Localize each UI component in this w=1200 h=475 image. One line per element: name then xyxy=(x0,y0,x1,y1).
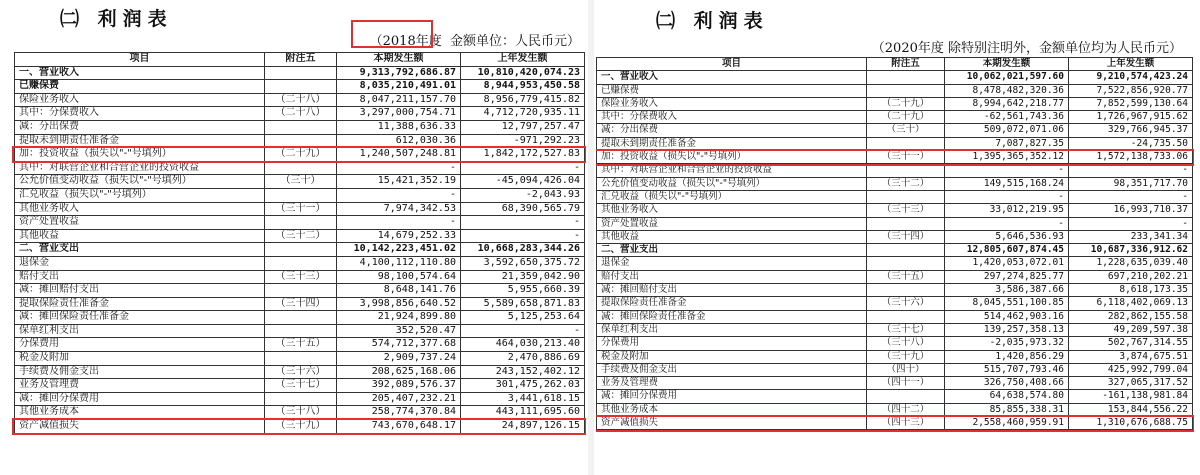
row-note: （三十） xyxy=(867,124,945,137)
row-previous-amount: 5,955,660.39 xyxy=(461,284,585,298)
row-current-amount: 14,679,252.33 xyxy=(337,229,461,243)
table-row xyxy=(15,175,585,189)
table-row xyxy=(15,379,585,393)
row-current-amount: 21,924,899.80 xyxy=(337,311,461,325)
row-current-amount: 4,100,112,110.80 xyxy=(337,256,461,270)
row-item-label: 保单红利支出 xyxy=(597,323,867,336)
row-current-amount: 12,805,607,874.45 xyxy=(945,244,1069,257)
row-note: （三十六） xyxy=(265,365,337,379)
table-row xyxy=(15,243,585,257)
table-row xyxy=(15,66,585,80)
header-current: 本期发生额 xyxy=(337,53,461,67)
row-previous-amount: 1,228,635,039.40 xyxy=(1069,257,1193,270)
row-item-label: 税金及附加 xyxy=(15,352,265,366)
row-note xyxy=(265,80,337,94)
row-item-label: 其中：分保费收入 xyxy=(15,107,265,121)
row-current-amount: - xyxy=(337,216,461,230)
row-previous-amount: 301,475,262.03 xyxy=(461,379,585,393)
row-note: （二十八） xyxy=(265,107,337,121)
row-previous-amount: 443,111,695.60 xyxy=(461,406,585,420)
table-header-row xyxy=(597,58,1193,71)
row-item-label: 资产处置收益 xyxy=(597,217,867,230)
row-current-amount: 392,089,576.37 xyxy=(337,379,461,393)
table-row xyxy=(15,392,585,406)
row-item-label: 提取保险责任准备金 xyxy=(597,297,867,310)
row-note xyxy=(867,190,945,203)
table-row xyxy=(597,244,1193,257)
table-row xyxy=(597,164,1193,177)
row-item-label: 其他收益 xyxy=(597,230,867,243)
row-note: （三十三） xyxy=(265,270,337,284)
row-item-label: 保单红利支出 xyxy=(15,324,265,338)
header-current: 本期发生额 xyxy=(945,58,1069,71)
row-item-label: 资产处置收益 xyxy=(15,216,265,230)
row-current-amount: 149,515,168.24 xyxy=(945,177,1069,190)
row-previous-amount: 3,441,618.15 xyxy=(461,392,585,406)
row-previous-amount: 98,351,717.70 xyxy=(1069,177,1193,190)
row-item-label: 其中：对联营企业和合营企业的投资收益 xyxy=(15,161,265,175)
row-item-label: 提取未到期责任准备金 xyxy=(15,134,265,148)
row-previous-amount: - xyxy=(461,161,585,175)
row-note: （二十八） xyxy=(265,93,337,107)
row-note xyxy=(867,284,945,297)
table-row xyxy=(15,107,585,121)
row-previous-amount: 8,956,779,415.82 xyxy=(461,93,585,107)
table-row xyxy=(597,177,1193,190)
row-current-amount: - xyxy=(945,217,1069,230)
row-current-amount: 8,648,141.76 xyxy=(337,284,461,298)
row-item-label: 汇兑收益（损失以"-"号填列） xyxy=(15,188,265,202)
table-row xyxy=(15,338,585,352)
row-item-label: 减：摊回分保费用 xyxy=(15,392,265,406)
row-current-amount: 297,274,825.77 xyxy=(945,270,1069,283)
row-current-amount: 2,909,737.24 xyxy=(337,352,461,366)
row-note: （二十九） xyxy=(867,111,945,124)
row-current-amount: 10,062,021,597.60 xyxy=(945,71,1069,84)
row-previous-amount: 7,522,856,920.77 xyxy=(1069,84,1193,97)
row-note xyxy=(867,164,945,177)
row-item-label: 减：摊回分保费用 xyxy=(597,390,867,403)
row-item-label: 公允价值变动收益（损失以"-"号填列） xyxy=(15,175,265,189)
row-previous-amount: 464,030,213.40 xyxy=(461,338,585,352)
income-statement-table xyxy=(596,57,1193,430)
table-row xyxy=(597,270,1193,283)
row-item-label: 其中：对联营企业和合营企业的投资收益 xyxy=(597,164,867,177)
row-previous-amount: 7,852,599,130.64 xyxy=(1069,97,1193,110)
row-note: （四十二） xyxy=(867,403,945,416)
row-note: （三十） xyxy=(265,175,337,189)
table-row xyxy=(15,80,585,94)
table-row xyxy=(15,134,585,148)
table-row xyxy=(15,216,585,230)
table-header-row xyxy=(15,53,585,67)
table-row xyxy=(597,71,1193,84)
row-current-amount: 509,072,071.06 xyxy=(945,124,1069,137)
table-row xyxy=(597,403,1193,416)
row-note xyxy=(265,161,337,175)
row-previous-amount: 1,310,676,688.75 xyxy=(1069,417,1193,430)
row-item-label: 其他业务收入 xyxy=(15,202,265,216)
table-row xyxy=(15,256,585,270)
row-previous-amount: - xyxy=(1069,217,1193,230)
row-current-amount: 11,388,636.33 xyxy=(337,120,461,134)
row-current-amount: 3,586,387.66 xyxy=(945,284,1069,297)
row-item-label: 赔付支出 xyxy=(15,270,265,284)
table-row xyxy=(15,120,585,134)
table-row xyxy=(15,202,585,216)
table-row xyxy=(15,93,585,107)
row-note xyxy=(265,256,337,270)
row-previous-amount: 697,210,202.21 xyxy=(1069,270,1193,283)
row-item-label: 其他业务收入 xyxy=(597,204,867,217)
table-row xyxy=(597,323,1193,336)
table-row xyxy=(15,284,585,298)
row-current-amount: 85,855,338.31 xyxy=(945,403,1069,416)
row-note xyxy=(867,257,945,270)
row-note: （三十五） xyxy=(867,270,945,283)
row-note: （三十二） xyxy=(265,229,337,243)
row-current-amount: - xyxy=(945,190,1069,203)
row-note: （三十九） xyxy=(265,420,337,434)
row-item-label: 加：投资收益（损失以"-"号填列） xyxy=(15,148,265,162)
table-row xyxy=(597,204,1193,217)
table-row xyxy=(597,84,1193,97)
row-item-label: 一、营业收入 xyxy=(597,71,867,84)
row-item-label: 加：投资收益（损失以"-"号填列） xyxy=(597,151,867,164)
section-title: ㈡ 利润表 xyxy=(60,8,173,30)
row-current-amount: 8,478,482,320.36 xyxy=(945,84,1069,97)
row-current-amount: 1,240,507,248.81 xyxy=(337,148,461,162)
row-current-amount: 8,047,211,157.70 xyxy=(337,93,461,107)
row-previous-amount: 425,992,799.04 xyxy=(1069,363,1193,376)
row-current-amount: 743,670,648.17 xyxy=(337,420,461,434)
row-note xyxy=(265,188,337,202)
row-item-label: 赔付支出 xyxy=(597,270,867,283)
row-current-amount: 514,462,903.16 xyxy=(945,310,1069,323)
table-row xyxy=(597,284,1193,297)
row-note xyxy=(265,120,337,134)
row-item-label: 手续费及佣金支出 xyxy=(597,363,867,376)
row-current-amount: 9,313,792,686.87 xyxy=(337,66,461,80)
row-current-amount: - xyxy=(337,188,461,202)
table-row xyxy=(15,365,585,379)
table-row xyxy=(597,390,1193,403)
row-previous-amount: 3,874,675.51 xyxy=(1069,350,1193,363)
table-row xyxy=(597,217,1193,230)
row-item-label: 其他业务成本 xyxy=(15,406,265,420)
row-previous-amount: 9,210,574,423.24 xyxy=(1069,71,1193,84)
row-note: （三十六） xyxy=(867,297,945,310)
table-row xyxy=(15,270,585,284)
left-income-statement-panel xyxy=(8,0,586,475)
row-previous-amount: 21,359,042.90 xyxy=(461,270,585,284)
header-item: 项目 xyxy=(15,53,265,67)
row-note xyxy=(265,216,337,230)
row-current-amount: 612,030.36 xyxy=(337,134,461,148)
row-current-amount: 1,420,856.29 xyxy=(945,350,1069,363)
row-note: （四十） xyxy=(867,363,945,376)
table-row xyxy=(597,417,1193,430)
unit-text: 金额单位：人民币元） xyxy=(449,34,580,49)
section-title: ㈡ 利润表 xyxy=(656,10,769,32)
table-row xyxy=(597,350,1193,363)
row-previous-amount: 24,897,126.15 xyxy=(461,420,585,434)
row-previous-amount: -45,094,426.04 xyxy=(461,175,585,189)
table-row xyxy=(15,297,585,311)
row-current-amount: 15,421,352.19 xyxy=(337,175,461,189)
row-item-label: 资产减值损失 xyxy=(15,420,265,434)
table-row xyxy=(15,352,585,366)
table-row xyxy=(15,324,585,338)
header-note: 附注五 xyxy=(867,58,945,71)
row-note: （三十七） xyxy=(265,379,337,393)
row-note: （三十五） xyxy=(265,338,337,352)
row-item-label: 减：摊回赔付支出 xyxy=(597,284,867,297)
row-current-amount: - xyxy=(945,164,1069,177)
table-row xyxy=(597,124,1193,137)
row-item-label: 二、营业支出 xyxy=(597,244,867,257)
row-item-label: 税金及附加 xyxy=(597,350,867,363)
row-note xyxy=(265,352,337,366)
table-row xyxy=(597,310,1193,323)
row-note xyxy=(265,284,337,298)
row-current-amount: 515,707,793.46 xyxy=(945,363,1069,376)
row-item-label: 业务及管理费 xyxy=(597,377,867,390)
row-current-amount: 326,750,408.66 xyxy=(945,377,1069,390)
row-note xyxy=(867,244,945,257)
row-note xyxy=(265,243,337,257)
panel-divider xyxy=(588,0,594,475)
row-item-label: 提取保险责任准备金 xyxy=(15,297,265,311)
row-current-amount: -2,035,973.32 xyxy=(945,337,1069,350)
table-row xyxy=(597,363,1193,376)
row-current-amount: 64,638,574.80 xyxy=(945,390,1069,403)
row-item-label: 一、营业收入 xyxy=(15,66,265,80)
row-item-label: 其中：分保费收入 xyxy=(597,111,867,124)
table-row xyxy=(597,257,1193,270)
row-note: （三十二） xyxy=(867,177,945,190)
row-item-label: 退保金 xyxy=(597,257,867,270)
income-statement-table xyxy=(14,52,585,434)
row-note: （二十九） xyxy=(867,97,945,110)
row-item-label: 保险业务收入 xyxy=(15,93,265,107)
row-item-label: 已赚保费 xyxy=(597,84,867,97)
row-item-label: 减：分出保费 xyxy=(15,120,265,134)
right-income-statement-panel xyxy=(596,0,1194,475)
row-current-amount: 1,395,365,352.12 xyxy=(945,151,1069,164)
row-note xyxy=(867,71,945,84)
row-item-label: 资产减值损失 xyxy=(597,417,867,430)
row-note: （三十四） xyxy=(265,297,337,311)
row-previous-amount: 1,842,172,527.83 xyxy=(461,148,585,162)
row-current-amount: 10,142,223,451.02 xyxy=(337,243,461,257)
row-item-label: 公允价值变动收益（损失以"-"号填列） xyxy=(597,177,867,190)
row-previous-amount: - xyxy=(461,229,585,243)
row-previous-amount: -971,292.23 xyxy=(461,134,585,148)
table-row xyxy=(15,229,585,243)
unit-year: 2018年度 xyxy=(382,34,442,49)
row-previous-amount: 2,470,886.69 xyxy=(461,352,585,366)
row-current-amount: 139,257,358.13 xyxy=(945,323,1069,336)
table-row xyxy=(15,420,585,434)
row-previous-amount: 49,209,597.38 xyxy=(1069,323,1193,336)
row-current-amount: 8,045,551,100.85 xyxy=(945,297,1069,310)
row-previous-amount: 233,341.34 xyxy=(1069,230,1193,243)
row-item-label: 提取未到期责任准备金 xyxy=(597,137,867,150)
unit-note: （2018年度 金额单位：人民币元） xyxy=(369,34,580,49)
row-current-amount: 33,012,219.95 xyxy=(945,204,1069,217)
table-row xyxy=(15,148,585,162)
row-current-amount: 258,774,370.84 xyxy=(337,406,461,420)
row-previous-amount: 502,767,314.55 xyxy=(1069,337,1193,350)
row-item-label: 分保费用 xyxy=(15,338,265,352)
row-note: （三十八） xyxy=(265,406,337,420)
unit-note: （2020年度 除特别注明外，金额单位均为人民币元） xyxy=(871,41,1182,56)
row-current-amount: -62,561,743.36 xyxy=(945,111,1069,124)
row-item-label: 手续费及佣金支出 xyxy=(15,365,265,379)
row-current-amount: 574,712,377.68 xyxy=(337,338,461,352)
row-note xyxy=(265,311,337,325)
row-previous-amount: 1,572,138,733.06 xyxy=(1069,151,1193,164)
row-note: （三十一） xyxy=(265,202,337,216)
row-item-label: 减：分出保费 xyxy=(597,124,867,137)
row-current-amount: 7,974,342.53 xyxy=(337,202,461,216)
row-previous-amount: 5,589,658,871.83 xyxy=(461,297,585,311)
row-item-label: 减：摊回赔付支出 xyxy=(15,284,265,298)
row-previous-amount: - xyxy=(1069,190,1193,203)
row-item-label: 汇兑收益（损失以"-"号填列） xyxy=(597,190,867,203)
table-row xyxy=(597,137,1193,150)
row-note: （三十四） xyxy=(867,230,945,243)
row-previous-amount: -161,138,981.84 xyxy=(1069,390,1193,403)
header-previous: 上年发生额 xyxy=(461,53,585,67)
row-item-label: 业务及管理费 xyxy=(15,379,265,393)
row-note: （四十一） xyxy=(867,377,945,390)
table-row xyxy=(597,337,1193,350)
row-previous-amount: 10,810,420,074.23 xyxy=(461,66,585,80)
row-previous-amount: 5,125,253.64 xyxy=(461,311,585,325)
row-item-label: 二、营业支出 xyxy=(15,243,265,257)
row-previous-amount: 16,993,710.37 xyxy=(1069,204,1193,217)
row-note xyxy=(265,66,337,80)
row-previous-amount: 10,668,283,344.26 xyxy=(461,243,585,257)
row-item-label: 其他业务成本 xyxy=(597,403,867,416)
row-current-amount: 7,087,827.35 xyxy=(945,137,1069,150)
row-note: （二十九） xyxy=(265,148,337,162)
table-row xyxy=(15,311,585,325)
row-previous-amount: 10,687,336,912.62 xyxy=(1069,244,1193,257)
row-current-amount: 8,035,210,491.01 xyxy=(337,80,461,94)
row-item-label: 减：摊回保险责任准备金 xyxy=(15,311,265,325)
table-row xyxy=(597,190,1193,203)
row-previous-amount: 4,712,720,935.11 xyxy=(461,107,585,121)
row-note: （三十一） xyxy=(867,151,945,164)
row-note: （四十三） xyxy=(867,417,945,430)
row-item-label: 退保金 xyxy=(15,256,265,270)
row-item-label: 保险业务收入 xyxy=(597,97,867,110)
row-current-amount: 205,407,232.21 xyxy=(337,392,461,406)
row-note xyxy=(265,392,337,406)
row-item-label: 其他收益 xyxy=(15,229,265,243)
row-item-label: 减：摊回保险责任准备金 xyxy=(597,310,867,323)
table-row xyxy=(597,151,1193,164)
row-item-label: 已赚保费 xyxy=(15,80,265,94)
year-highlight-box xyxy=(351,20,433,48)
row-note xyxy=(867,390,945,403)
row-previous-amount: - xyxy=(461,216,585,230)
row-current-amount: 5,646,536.93 xyxy=(945,230,1069,243)
row-previous-amount: 153,844,556.22 xyxy=(1069,403,1193,416)
row-item-label: 分保费用 xyxy=(597,337,867,350)
row-previous-amount: -2,043.93 xyxy=(461,188,585,202)
row-previous-amount: 282,862,155.58 xyxy=(1069,310,1193,323)
header-item: 项目 xyxy=(597,58,867,71)
row-previous-amount: - xyxy=(461,324,585,338)
row-previous-amount: 6,118,402,069.13 xyxy=(1069,297,1193,310)
row-previous-amount: 12,797,257.47 xyxy=(461,120,585,134)
table-row xyxy=(597,297,1193,310)
row-current-amount: - xyxy=(337,161,461,175)
row-previous-amount: 243,152,402.12 xyxy=(461,365,585,379)
row-note xyxy=(265,134,337,148)
row-current-amount: 8,994,642,218.77 xyxy=(945,97,1069,110)
row-previous-amount: 68,390,565.79 xyxy=(461,202,585,216)
row-previous-amount: 8,944,953,450.58 xyxy=(461,80,585,94)
row-current-amount: 2,558,460,959.91 xyxy=(945,417,1069,430)
row-current-amount: 98,100,574.64 xyxy=(337,270,461,284)
row-previous-amount: 3,592,650,375.72 xyxy=(461,256,585,270)
row-previous-amount: -24,735.50 xyxy=(1069,137,1193,150)
row-note: （三十七） xyxy=(867,323,945,336)
row-current-amount: 1,420,053,072.01 xyxy=(945,257,1069,270)
table-row xyxy=(15,188,585,202)
table-row xyxy=(597,97,1193,110)
table-row xyxy=(597,377,1193,390)
table-row xyxy=(15,161,585,175)
row-note: （三十八） xyxy=(867,337,945,350)
table-row xyxy=(597,230,1193,243)
row-previous-amount: - xyxy=(1069,164,1193,177)
row-note xyxy=(867,217,945,230)
row-note xyxy=(867,84,945,97)
row-current-amount: 3,297,000,754.71 xyxy=(337,107,461,121)
table-row xyxy=(597,111,1193,124)
row-note xyxy=(265,324,337,338)
row-previous-amount: 327,065,317.52 xyxy=(1069,377,1193,390)
header-previous: 上年发生额 xyxy=(1069,58,1193,71)
row-note xyxy=(867,137,945,150)
row-previous-amount: 1,726,967,915.62 xyxy=(1069,111,1193,124)
row-current-amount: 3,998,856,640.52 xyxy=(337,297,461,311)
row-current-amount: 208,625,168.06 xyxy=(337,365,461,379)
table-row xyxy=(15,406,585,420)
row-note: （三十九） xyxy=(867,350,945,363)
row-current-amount: 352,520.47 xyxy=(337,324,461,338)
row-note: （三十三） xyxy=(867,204,945,217)
row-previous-amount: 8,618,173.35 xyxy=(1069,284,1193,297)
header-note: 附注五 xyxy=(265,53,337,67)
row-previous-amount: 329,766,945.37 xyxy=(1069,124,1193,137)
row-note xyxy=(867,310,945,323)
